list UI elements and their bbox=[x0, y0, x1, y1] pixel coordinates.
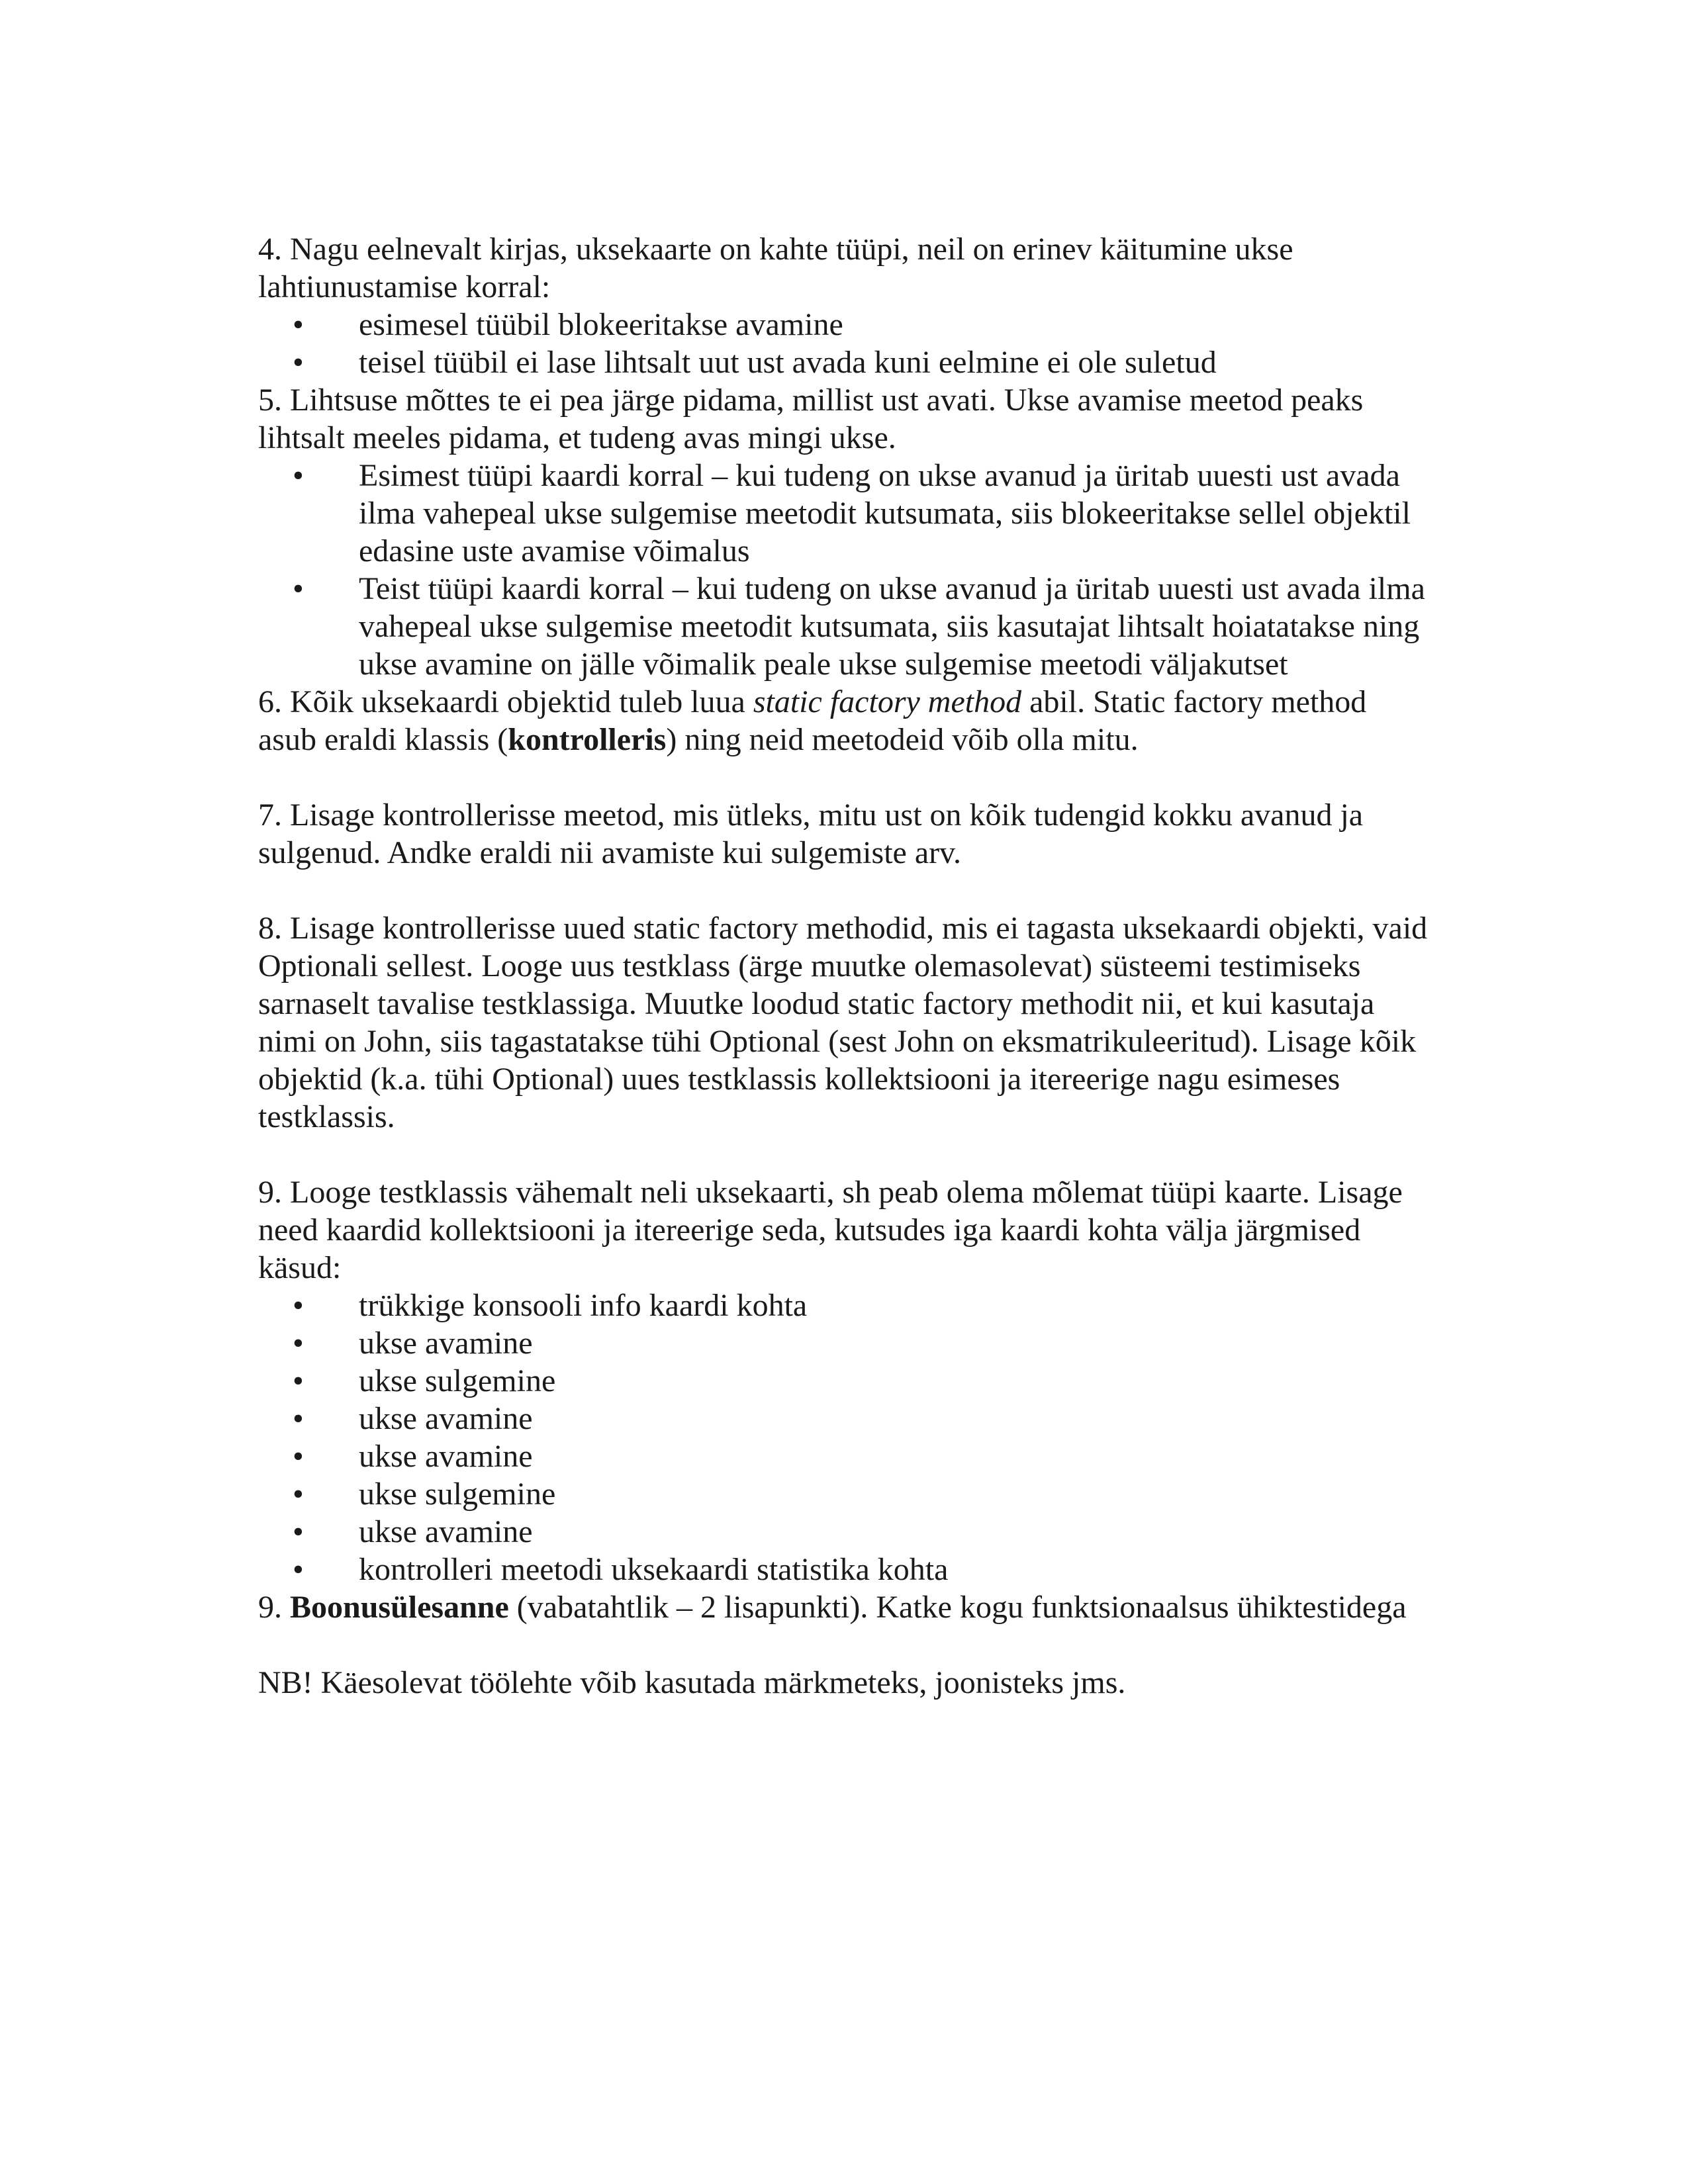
section-4-list bbox=[258, 306, 1430, 381]
list-item: • teisel tüübil ei lase lihtsalt uut ust avada kuni eelmine ei ole suletud bbox=[258, 343, 1430, 381]
bonus-title: Boonusülesanne bbox=[290, 1590, 509, 1625]
section-4-intro: 4. Nagu eelnevalt kirjas, uksekaarte on kahte tüüpi, neil on erinev käitumine ukse lahtiunustamise korral: bbox=[258, 232, 1293, 304]
list-item: • kontrolleri meetodi uksekaardi statistika kohta bbox=[258, 1551, 1430, 1588]
list-item: • esimesel tüübil blokeeritakse avamine bbox=[258, 306, 1430, 343]
section-5-intro: 5. Lihtsuse mõttes te ei pea järge pidama, millist ust avati. Ukse avamise meetod peaks lihtsalt meeles pidama, et tudeng avas mingi ukse. bbox=[258, 383, 1364, 455]
list-item: • ukse sulgemine bbox=[258, 1362, 1430, 1400]
list-item: • Teist tüüpi kaardi korral – kui tudeng on ukse avanud ja üritab uuesti ust avada ilma vahepeal ukse sulgemise meetodit kutsumata, siis kasutajat lihtsalt hoiatatakse ning ukse avamine on jälle võimalik peale ukse sulgemise meetodi väljakutset bbox=[258, 570, 1430, 683]
section-8-paragraph: 8. Lisage kontrollerisse uued static factory methodid, mis ei tagasta uksekaardi objekti, vaid Optionali sellest. Looge uus testklass (ärge muutke olemasolevat) süsteemi testimiseks sarnaselt tavalise testklassiga. Muutke loodud static factory methodit nii, et kui kasutaja nimi on John, siis tagastatakse tühi Optional (sest John on eksmatrikuleeritud). Lisage kõik objektid (k.a. tühi Optional) uues testklassis kollektsiooni ja itereerige nagu esimeses testklassis. bbox=[258, 911, 1428, 1134]
bonus-number: 9. bbox=[258, 1590, 290, 1625]
section-6-text-b: abil. Static factory method asub eraldi klassis ( bbox=[258, 684, 1367, 757]
nb-note: NB! Käesolevat töölehte võib kasutada märkmeteks, joonisteks jms. bbox=[258, 1665, 1126, 1700]
bonus-text: (vabatahtlik – 2 lisapunkti). Katke kogu funktsionaalsus ühiktestidega bbox=[508, 1590, 1407, 1625]
list-item: • ukse avamine bbox=[258, 1513, 1430, 1551]
section-6-text-c: ) ning neid meetodeid võib olla mitu. bbox=[666, 722, 1139, 757]
list-item: • ukse sulgemine bbox=[258, 1475, 1430, 1513]
section-6-text-a: 6. Kõik uksekaardi objektid tuleb luua bbox=[258, 684, 753, 719]
section-9-intro: 9. Looge testklassis vähemalt neli uksekaarti, sh peab olema mõlemat tüüpi kaarte. Lisage need kaardid kollektsiooni ja itereerige seda, kutsudes iga kaardi kohta välja järgmised käsud: bbox=[258, 1175, 1403, 1285]
section-6-paragraph bbox=[258, 683, 1430, 758]
list-item: • Esimest tüüpi kaardi korral – kui tudeng on ukse avanud ja üritab uuesti ust avada ilma vahepeal ukse sulgemise meetodit kutsumata, siis blokeeritakse sellel objektil edasine uste avamise võimalus bbox=[258, 457, 1430, 570]
list-item: • ukse avamine bbox=[258, 1324, 1430, 1362]
section-6-bold-term: kontrolleris bbox=[508, 722, 667, 757]
bonus-paragraph bbox=[258, 1588, 1430, 1626]
section-7-paragraph: 7. Lisage kontrollerisse meetod, mis ütleks, mitu ust on kõik tudengid kokku avanud ja sulgenud. Andke eraldi nii avamiste kui sulgemiste arv. bbox=[258, 797, 1364, 870]
list-item: • trükkige konsooli info kaardi kohta bbox=[258, 1287, 1430, 1324]
list-item: • ukse avamine bbox=[258, 1437, 1430, 1475]
list-item: • ukse avamine bbox=[258, 1400, 1430, 1437]
section-9-list bbox=[258, 1287, 1430, 1588]
section-5-list bbox=[258, 457, 1430, 683]
section-6-italic-term: static factory method bbox=[753, 684, 1022, 719]
